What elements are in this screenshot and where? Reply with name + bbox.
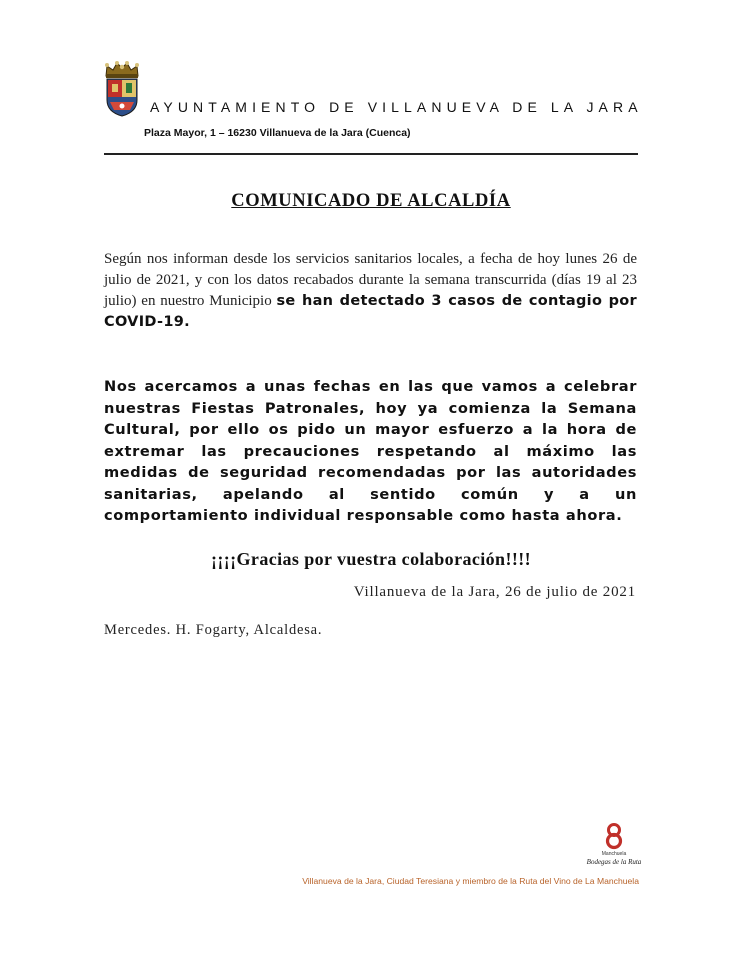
page-title: COMUNICADO DE ALCALDÍA [231,191,511,211]
footer-text: Villanueva de la Jara, Ciudad Teresiana y miembro de la Ruta del Vino de La Manchuela [302,876,639,886]
paragraph-fiestas: Nos acercamos a unas fechas en las que vamos a celebrar nuestras Fiestas Patronales, hoy ya comienza la Semana Cultural, por ello os pido un mayor esfuerzo a la hora de extremar las precauciones respetando al máximo las medidas de seguridad recomendadas por las autoridades sanitarias, apelando al sentido común y a un comportamiento individual responsable como hasta ahora. [104,378,637,524]
coat-of-arms-logo [100,60,144,118]
wine-route-logo [586,822,642,872]
address: Plaza Mayor, 1 – 16230 Villanueva de la Jara (Cuenca) [144,127,411,139]
place-date: Villanueva de la Jara, 26 de julio de 2021 [353,584,636,600]
signature: Mercedes. H. Fogarty, Alcaldesa. [104,622,323,638]
paragraph-report-highlight: se han detectado 3 casos de contagio por COVID-19. [104,293,637,330]
paragraph-report-text: Según nos informan desde los servicios sanitarios locales, a fecha de hoy lunes 26 de julio de 2021, y con los datos recabados durante la semana transcurrida (días 19 al 23 julio) en nuestro Municipio [104,251,637,309]
wine-route-logo-script: Bodegas de la Ruta [586,858,642,866]
paragraph-report [104,249,637,333]
org-name: AYUNTAMIENTO DE VILLANUEVA DE LA JARA [150,99,643,115]
wine-route-logo-small: Manchuela [601,851,627,857]
thanks-line: ¡¡¡¡Gracias por vuestra colaboración!!!! [210,549,532,569]
header-divider [104,153,638,155]
